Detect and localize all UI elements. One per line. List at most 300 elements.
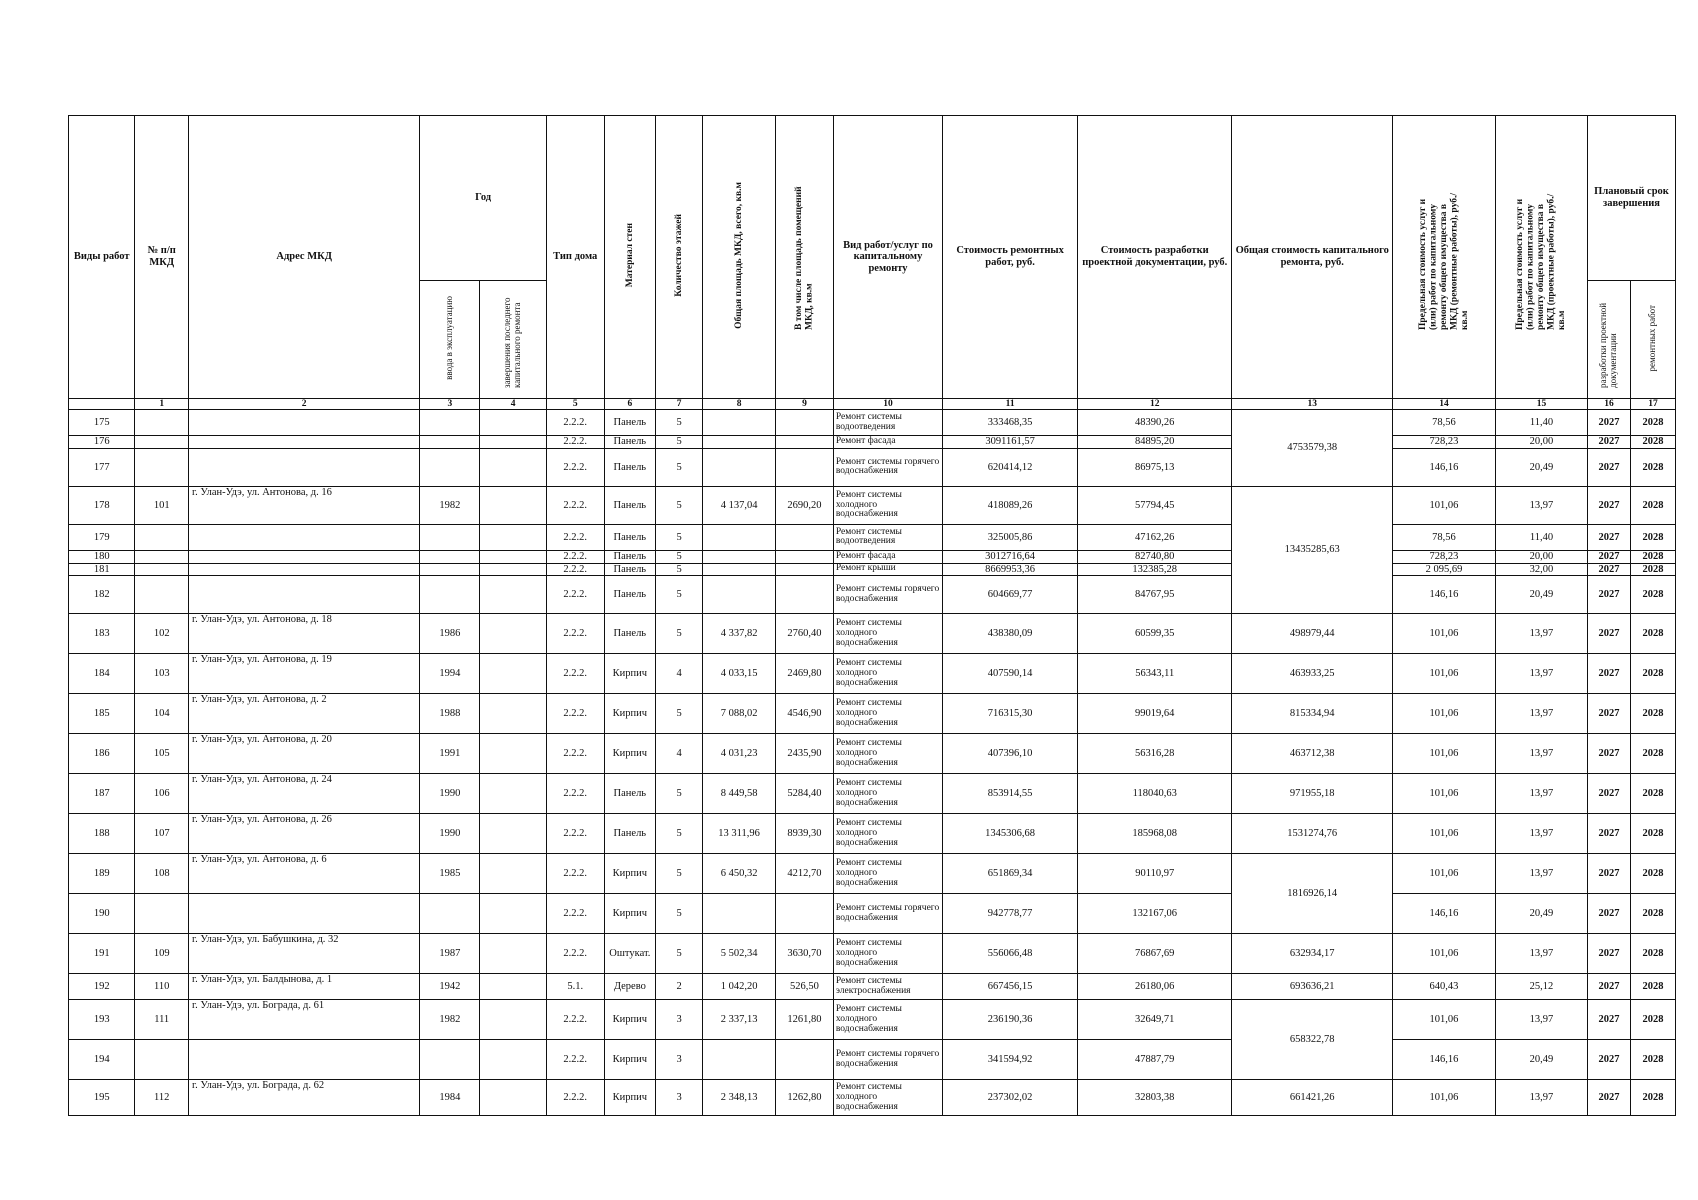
cell-total-area	[703, 894, 776, 934]
cell-year-last-repair	[480, 550, 546, 563]
table-row	[69, 814, 1676, 854]
cell-premises-area	[776, 1040, 834, 1080]
table-row	[69, 654, 1676, 694]
cell-row-number: 192	[69, 974, 135, 1000]
header-total-cost: Общая стоимость капитального ремонта, руб.	[1232, 116, 1393, 399]
column-number: 12	[1078, 399, 1232, 410]
cell-mkd-number	[135, 894, 189, 934]
cell-floors: 5	[656, 814, 703, 854]
cell-planned-design-year: 2027	[1588, 1080, 1631, 1116]
cell-address: г. Улан-Удэ, ул. Антонова, д. 2	[188, 694, 419, 734]
capital-repair-table	[68, 115, 1676, 1116]
cell-total-area: 4 033,15	[703, 654, 776, 694]
cell-repair-cost: 942778,77	[943, 894, 1078, 934]
cell-mkd-number: 112	[135, 1080, 189, 1116]
cell-design-cost: 118040,63	[1078, 774, 1232, 814]
cell-address	[188, 524, 419, 550]
cell-work-type: Ремонт системы водоотведения	[833, 410, 942, 436]
cell-premises-area	[776, 894, 834, 934]
cell-limit-repair: 146,16	[1393, 576, 1496, 614]
cell-design-cost: 56316,28	[1078, 734, 1232, 774]
cell-work-type: Ремонт системы горячего водоснабжения	[833, 576, 942, 614]
header-year-last-repair: завершения последнего капитального ремонта	[480, 281, 546, 399]
cell-row-number: 186	[69, 734, 135, 774]
cell-repair-cost: 556066,48	[943, 934, 1078, 974]
cell-row-number: 179	[69, 524, 135, 550]
cell-house-type: 2.2.2.	[546, 774, 604, 814]
cell-repair-cost: 3012716,64	[943, 550, 1078, 563]
cell-mkd-number	[135, 550, 189, 563]
cell-limit-design: 11,40	[1495, 524, 1587, 550]
cell-premises-area	[776, 436, 834, 449]
cell-year-last-repair	[480, 614, 546, 654]
cell-row-number: 183	[69, 614, 135, 654]
column-number: 17	[1630, 399, 1675, 410]
cell-house-type: 2.2.2.	[546, 410, 604, 436]
cell-design-cost: 90110,97	[1078, 854, 1232, 894]
cell-year-last-repair	[480, 524, 546, 550]
cell-design-cost: 47162,26	[1078, 524, 1232, 550]
cell-limit-repair: 146,16	[1393, 894, 1496, 934]
cell-planned-repair-year: 2028	[1630, 1000, 1675, 1040]
cell-floors: 5	[656, 448, 703, 486]
cell-house-type: 2.2.2.	[546, 1040, 604, 1080]
table-row	[69, 934, 1676, 974]
cell-limit-design: 13,97	[1495, 694, 1587, 734]
cell-repair-cost: 237302,02	[943, 1080, 1078, 1116]
cell-limit-repair: 101,06	[1393, 854, 1496, 894]
cell-address: г. Улан-Удэ, ул. Антонова, д. 19	[188, 654, 419, 694]
cell-premises-area: 8939,30	[776, 814, 834, 854]
cell-total-cost: 498979,44	[1232, 614, 1393, 654]
cell-address: г. Улан-Удэ, ул. Антонова, д. 26	[188, 814, 419, 854]
cell-total-area: 8 449,58	[703, 774, 776, 814]
cell-design-cost: 99019,64	[1078, 694, 1232, 734]
cell-planned-design-year: 2027	[1588, 524, 1631, 550]
cell-mkd-number	[135, 410, 189, 436]
cell-year-last-repair	[480, 1000, 546, 1040]
cell-mkd-number: 110	[135, 974, 189, 1000]
cell-wall-material: Панель	[604, 774, 655, 814]
header-design-cost: Стоимость разработки проектной документации, руб.	[1078, 116, 1232, 399]
cell-planned-repair-year: 2028	[1630, 550, 1675, 563]
cell-total-area: 2 337,13	[703, 1000, 776, 1040]
cell-mkd-number	[135, 524, 189, 550]
cell-wall-material: Кирпич	[604, 1080, 655, 1116]
cell-limit-repair: 78,56	[1393, 524, 1496, 550]
cell-row-number: 181	[69, 563, 135, 576]
header-repair-cost: Стоимость ремонтных работ, руб.	[943, 116, 1078, 399]
table-row	[69, 448, 1676, 486]
cell-floors: 5	[656, 694, 703, 734]
cell-work-type: Ремонт системы холодного водоснабжения	[833, 694, 942, 734]
column-number: 9	[776, 399, 834, 410]
cell-work-type: Ремонт системы электроснабжения	[833, 974, 942, 1000]
cell-limit-repair: 101,06	[1393, 654, 1496, 694]
cell-limit-design: 13,97	[1495, 486, 1587, 524]
cell-design-cost: 132385,28	[1078, 563, 1232, 576]
cell-floors: 3	[656, 1080, 703, 1116]
cell-address: г. Улан-Удэ, ул. Антонова, д. 24	[188, 774, 419, 814]
cell-floors: 5	[656, 894, 703, 934]
cell-planned-repair-year: 2028	[1630, 974, 1675, 1000]
cell-house-type: 2.2.2.	[546, 448, 604, 486]
cell-work-type: Ремонт системы горячего водоснабжения	[833, 1040, 942, 1080]
cell-limit-design: 20,00	[1495, 436, 1587, 449]
cell-premises-area	[776, 563, 834, 576]
table-row	[69, 436, 1676, 449]
cell-address	[188, 576, 419, 614]
cell-planned-design-year: 2027	[1588, 654, 1631, 694]
cell-work-type: Ремонт системы водоотведения	[833, 524, 942, 550]
cell-wall-material: Кирпич	[604, 694, 655, 734]
table-row	[69, 614, 1676, 654]
cell-total-cost: 1531274,76	[1232, 814, 1393, 854]
cell-limit-design: 20,49	[1495, 1040, 1587, 1080]
cell-total-cost: 13435285,63	[1232, 486, 1393, 613]
cell-house-type: 2.2.2.	[546, 1000, 604, 1040]
cell-work-type: Ремонт системы холодного водоснабжения	[833, 1000, 942, 1040]
cell-limit-design: 13,97	[1495, 854, 1587, 894]
cell-limit-repair: 146,16	[1393, 1040, 1496, 1080]
cell-planned-design-year: 2027	[1588, 410, 1631, 436]
cell-floors: 5	[656, 486, 703, 524]
cell-mkd-number: 109	[135, 934, 189, 974]
cell-planned-design-year: 2027	[1588, 734, 1631, 774]
column-number: 8	[703, 399, 776, 410]
cell-repair-cost: 620414,12	[943, 448, 1078, 486]
cell-row-number: 193	[69, 1000, 135, 1040]
cell-work-type: Ремонт системы горячего водоснабжения	[833, 448, 942, 486]
cell-planned-repair-year: 2028	[1630, 486, 1675, 524]
header-house-type: Тип дома	[546, 116, 604, 399]
cell-floors: 5	[656, 614, 703, 654]
cell-total-cost: 658322,78	[1232, 1000, 1393, 1080]
cell-year-commissioning: 1982	[420, 486, 480, 524]
cell-total-area	[703, 410, 776, 436]
cell-mkd-number: 106	[135, 774, 189, 814]
cell-limit-repair: 101,06	[1393, 814, 1496, 854]
cell-repair-cost: 418089,26	[943, 486, 1078, 524]
cell-total-area	[703, 448, 776, 486]
cell-design-cost: 56343,11	[1078, 654, 1232, 694]
cell-repair-cost: 333468,35	[943, 410, 1078, 436]
cell-work-type: Ремонт крыши	[833, 563, 942, 576]
table-header	[69, 116, 1676, 410]
cell-work-type: Ремонт системы холодного водоснабжения	[833, 614, 942, 654]
cell-planned-design-year: 2027	[1588, 854, 1631, 894]
header-planned-repair: ремонтных работ	[1630, 281, 1675, 399]
cell-work-type: Ремонт системы холодного водоснабжения	[833, 734, 942, 774]
cell-row-number: 184	[69, 654, 135, 694]
cell-address	[188, 550, 419, 563]
cell-planned-design-year: 2027	[1588, 614, 1631, 654]
column-number: 6	[604, 399, 655, 410]
column-number: 11	[943, 399, 1078, 410]
cell-year-last-repair	[480, 576, 546, 614]
cell-floors: 5	[656, 436, 703, 449]
cell-row-number: 194	[69, 1040, 135, 1080]
column-number: 4	[480, 399, 546, 410]
cell-planned-repair-year: 2028	[1630, 654, 1675, 694]
header-planned-design: разработки проектной документации	[1588, 281, 1631, 399]
cell-year-last-repair	[480, 448, 546, 486]
cell-wall-material: Панель	[604, 550, 655, 563]
cell-address	[188, 894, 419, 934]
cell-year-last-repair	[480, 486, 546, 524]
table-row	[69, 774, 1676, 814]
cell-premises-area: 2690,20	[776, 486, 834, 524]
cell-house-type: 2.2.2.	[546, 894, 604, 934]
cell-row-number: 182	[69, 576, 135, 614]
cell-mkd-number: 108	[135, 854, 189, 894]
cell-work-type: Ремонт системы холодного водоснабжения	[833, 1080, 942, 1116]
cell-planned-repair-year: 2028	[1630, 448, 1675, 486]
table-row	[69, 550, 1676, 563]
cell-total-area	[703, 576, 776, 614]
cell-row-number: 176	[69, 436, 135, 449]
cell-address: г. Улан-Удэ, ул. Антонова, д. 16	[188, 486, 419, 524]
cell-wall-material: Дерево	[604, 974, 655, 1000]
column-number: 3	[420, 399, 480, 410]
cell-planned-design-year: 2027	[1588, 1040, 1631, 1080]
header-work-type: Виды работ	[69, 116, 135, 399]
cell-planned-repair-year: 2028	[1630, 410, 1675, 436]
cell-floors: 3	[656, 1000, 703, 1040]
cell-total-cost: 661421,26	[1232, 1080, 1393, 1116]
cell-planned-design-year: 2027	[1588, 894, 1631, 934]
cell-wall-material: Панель	[604, 436, 655, 449]
cell-planned-design-year: 2027	[1588, 563, 1631, 576]
cell-wall-material: Кирпич	[604, 894, 655, 934]
cell-limit-design: 13,97	[1495, 814, 1587, 854]
cell-year-last-repair	[480, 974, 546, 1000]
cell-planned-design-year: 2027	[1588, 448, 1631, 486]
cell-total-cost: 463712,38	[1232, 734, 1393, 774]
cell-total-area: 1 042,20	[703, 974, 776, 1000]
cell-design-cost: 86975,13	[1078, 448, 1232, 486]
cell-wall-material: Кирпич	[604, 854, 655, 894]
cell-design-cost: 185968,08	[1078, 814, 1232, 854]
cell-design-cost: 47887,79	[1078, 1040, 1232, 1080]
cell-planned-design-year: 2027	[1588, 576, 1631, 614]
cell-repair-cost: 716315,30	[943, 694, 1078, 734]
cell-total-cost: 815334,94	[1232, 694, 1393, 734]
cell-floors: 5	[656, 934, 703, 974]
cell-total-area: 5 502,34	[703, 934, 776, 974]
cell-repair-cost: 3091161,57	[943, 436, 1078, 449]
cell-limit-design: 13,97	[1495, 1080, 1587, 1116]
cell-wall-material: Кирпич	[604, 1040, 655, 1080]
cell-work-type: Ремонт системы холодного водоснабжения	[833, 654, 942, 694]
cell-row-number: 188	[69, 814, 135, 854]
column-number: 5	[546, 399, 604, 410]
cell-mkd-number	[135, 1040, 189, 1080]
cell-limit-repair: 101,06	[1393, 694, 1496, 734]
cell-wall-material: Панель	[604, 814, 655, 854]
cell-work-type: Ремонт системы холодного водоснабжения	[833, 934, 942, 974]
cell-year-last-repair	[480, 563, 546, 576]
cell-planned-repair-year: 2028	[1630, 774, 1675, 814]
cell-planned-design-year: 2027	[1588, 974, 1631, 1000]
cell-repair-cost: 651869,34	[943, 854, 1078, 894]
cell-mkd-number: 107	[135, 814, 189, 854]
cell-premises-area: 3630,70	[776, 934, 834, 974]
cell-floors: 4	[656, 654, 703, 694]
cell-total-area	[703, 524, 776, 550]
cell-mkd-number	[135, 448, 189, 486]
cell-work-type: Ремонт фасада	[833, 436, 942, 449]
cell-house-type: 2.2.2.	[546, 814, 604, 854]
cell-design-cost: 48390,26	[1078, 410, 1232, 436]
cell-house-type: 2.2.2.	[546, 694, 604, 734]
column-number: 15	[1495, 399, 1587, 410]
table-row	[69, 974, 1676, 1000]
cell-year-commissioning	[420, 894, 480, 934]
header-limit-repair: Предельная стоимость услуг и (или) работ по капитальному ремонту общего имущества в МКД (ремонтные работы), руб./кв.м	[1393, 116, 1496, 399]
cell-work-type: Ремонт системы горячего водоснабжения	[833, 894, 942, 934]
cell-planned-repair-year: 2028	[1630, 614, 1675, 654]
cell-mkd-number: 104	[135, 694, 189, 734]
cell-total-area	[703, 550, 776, 563]
cell-planned-repair-year: 2028	[1630, 934, 1675, 974]
cell-year-last-repair	[480, 894, 546, 934]
cell-address: г. Улан-Удэ, ул. Бограда, д. 62	[188, 1080, 419, 1116]
cell-design-cost: 132167,06	[1078, 894, 1232, 934]
cell-year-last-repair	[480, 934, 546, 974]
cell-wall-material: Кирпич	[604, 654, 655, 694]
cell-mkd-number	[135, 563, 189, 576]
cell-total-cost: 632934,17	[1232, 934, 1393, 974]
cell-year-commissioning: 1988	[420, 694, 480, 734]
cell-limit-repair: 101,06	[1393, 1080, 1496, 1116]
cell-repair-cost: 604669,77	[943, 576, 1078, 614]
cell-address	[188, 410, 419, 436]
cell-year-commissioning	[420, 550, 480, 563]
cell-wall-material: Панель	[604, 614, 655, 654]
cell-premises-area: 2469,80	[776, 654, 834, 694]
cell-house-type: 2.2.2.	[546, 734, 604, 774]
cell-year-last-repair	[480, 774, 546, 814]
cell-year-commissioning: 1990	[420, 774, 480, 814]
cell-house-type: 2.2.2.	[546, 563, 604, 576]
cell-limit-repair: 101,06	[1393, 486, 1496, 524]
cell-limit-repair: 101,06	[1393, 614, 1496, 654]
table-row	[69, 1040, 1676, 1080]
header-planned: Плановый срок завершения	[1588, 116, 1676, 281]
cell-total-cost: 1816926,14	[1232, 854, 1393, 934]
cell-planned-design-year: 2027	[1588, 486, 1631, 524]
cell-address	[188, 1040, 419, 1080]
table-row	[69, 894, 1676, 934]
cell-wall-material: Кирпич	[604, 1000, 655, 1040]
cell-year-last-repair	[480, 814, 546, 854]
cell-planned-repair-year: 2028	[1630, 854, 1675, 894]
cell-year-commissioning: 1991	[420, 734, 480, 774]
cell-mkd-number	[135, 436, 189, 449]
cell-limit-design: 11,40	[1495, 410, 1587, 436]
cell-design-cost: 32649,71	[1078, 1000, 1232, 1040]
cell-address: г. Улан-Удэ, ул. Балдынова, д. 1	[188, 974, 419, 1000]
cell-house-type: 2.2.2.	[546, 934, 604, 974]
cell-house-type: 2.2.2.	[546, 486, 604, 524]
cell-limit-design: 13,97	[1495, 654, 1587, 694]
column-number: 13	[1232, 399, 1393, 410]
cell-premises-area: 4546,90	[776, 694, 834, 734]
cell-planned-repair-year: 2028	[1630, 563, 1675, 576]
cell-planned-repair-year: 2028	[1630, 694, 1675, 734]
cell-limit-repair: 101,06	[1393, 934, 1496, 974]
cell-planned-repair-year: 2028	[1630, 524, 1675, 550]
cell-limit-design: 25,12	[1495, 974, 1587, 1000]
cell-year-last-repair	[480, 1040, 546, 1080]
cell-limit-design: 32,00	[1495, 563, 1587, 576]
cell-premises-area: 1261,80	[776, 1000, 834, 1040]
cell-design-cost: 84767,95	[1078, 576, 1232, 614]
cell-design-cost: 60599,35	[1078, 614, 1232, 654]
table-row	[69, 576, 1676, 614]
cell-floors: 5	[656, 576, 703, 614]
cell-year-commissioning	[420, 1040, 480, 1080]
cell-floors: 5	[656, 774, 703, 814]
header-address: Адрес МКД	[188, 116, 419, 399]
cell-house-type: 2.2.2.	[546, 576, 604, 614]
cell-total-area	[703, 563, 776, 576]
cell-house-type: 5.1.	[546, 974, 604, 1000]
cell-limit-design: 13,97	[1495, 934, 1587, 974]
column-number: 1	[135, 399, 189, 410]
table-row	[69, 854, 1676, 894]
cell-mkd-number: 102	[135, 614, 189, 654]
cell-premises-area	[776, 524, 834, 550]
cell-premises-area: 5284,40	[776, 774, 834, 814]
cell-row-number: 175	[69, 410, 135, 436]
cell-address	[188, 436, 419, 449]
cell-wall-material: Панель	[604, 448, 655, 486]
table-row	[69, 734, 1676, 774]
cell-repair-cost: 667456,15	[943, 974, 1078, 1000]
cell-repair-cost: 407590,14	[943, 654, 1078, 694]
header-total-area: Общая площадь МКД, всего, кв.м	[703, 116, 776, 399]
cell-limit-design: 13,97	[1495, 774, 1587, 814]
cell-limit-repair: 640,43	[1393, 974, 1496, 1000]
cell-design-cost: 76867,69	[1078, 934, 1232, 974]
cell-year-commissioning: 1985	[420, 854, 480, 894]
cell-row-number: 178	[69, 486, 135, 524]
cell-year-commissioning: 1984	[420, 1080, 480, 1116]
cell-year-last-repair	[480, 854, 546, 894]
cell-limit-repair: 728,23	[1393, 550, 1496, 563]
cell-mkd-number	[135, 576, 189, 614]
cell-wall-material: Оштукат.	[604, 934, 655, 974]
capital-repair-table-page	[68, 115, 1676, 1183]
cell-row-number: 177	[69, 448, 135, 486]
cell-design-cost: 57794,45	[1078, 486, 1232, 524]
header-year: Год	[420, 116, 546, 281]
cell-premises-area	[776, 410, 834, 436]
cell-total-area: 6 450,32	[703, 854, 776, 894]
column-number: 16	[1588, 399, 1631, 410]
cell-floors: 5	[656, 550, 703, 563]
cell-design-cost: 84895,20	[1078, 436, 1232, 449]
cell-total-area	[703, 1040, 776, 1080]
cell-address: г. Улан-Удэ, ул. Антонова, д. 18	[188, 614, 419, 654]
cell-address	[188, 563, 419, 576]
cell-address: г. Улан-Удэ, ул. Бабушкина, д. 32	[188, 934, 419, 974]
cell-limit-repair: 2 095,69	[1393, 563, 1496, 576]
cell-planned-repair-year: 2028	[1630, 436, 1675, 449]
cell-planned-design-year: 2027	[1588, 814, 1631, 854]
